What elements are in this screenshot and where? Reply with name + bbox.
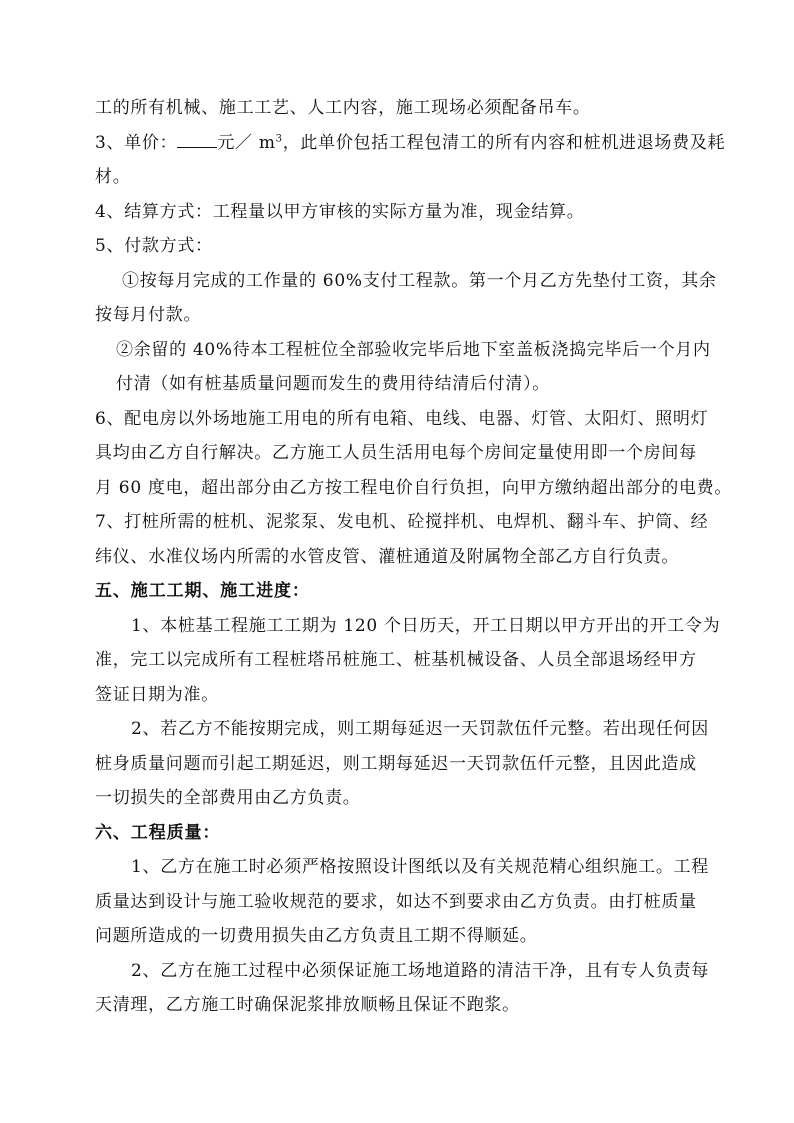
text-line: 问题所造成的一切费用损失由乙方负责且工期不得顺延。 [95, 926, 538, 946]
text-line: 5、付款方式： [95, 236, 213, 256]
text-line: ②余留的 40%待本工程桩位全部验收完毕后地下室盖板浇捣完毕后一个月内 [116, 340, 711, 360]
text-line: 一切损失的全部费用由乙方负责。 [95, 788, 361, 808]
unit-price-label: 3、单价： [95, 133, 178, 153]
blank-fill-line [177, 132, 217, 148]
text-line: 付清（如有桩基质量问题而发生的费用待结清后付清）。 [116, 374, 550, 394]
text-line: 1、本桩基工程施工工期为 120 个日历天，开工日期以甲方开出的开工令为 [131, 616, 721, 636]
text-line: 天清理，乙方施工时确保泥浆排放顺畅且保证不跑浆。 [95, 995, 520, 1015]
text-line: 7、打桩所需的桩机、泥浆泵、发电机、砼搅拌机、电焊机、翻斗车、护筒、经 [95, 512, 709, 532]
section-heading: 六、工程质量： [95, 823, 221, 843]
text-line: 6、配电房以外场地施工用电的所有电箱、电线、电器、灯管、太阳灯、照明灯 [95, 409, 709, 429]
superscript-cube: 3 [275, 133, 283, 145]
text-line: 签证日期为准。 [95, 685, 219, 705]
text-line: 工的所有机械、施工工艺、人工内容，施工现场必须配备吊车。 [95, 98, 591, 118]
unit-price-description: ，此单价包括工程包清工的所有内容和桩机进退场费及耗 [282, 133, 726, 153]
text-line: 材。 [95, 167, 131, 187]
text-line: 具均由乙方自行解决。乙方施工人员生活用电每个房间定量使用即一个房间每 [95, 443, 697, 463]
text-line: 质量达到设计与施工验收规范的要求，如达不到要求由乙方负责。由打桩质量 [95, 892, 697, 912]
text-line: 2、若乙方不能按期完成，则工期每延迟一天罚款伍仟元整。若出现任何因 [131, 719, 709, 739]
text-line: 桩身质量问题而引起工期延迟，则工期每延迟一天罚款伍仟元整，且因此造成 [95, 754, 697, 774]
section-heading: 五、施工工期、施工进度： [95, 581, 310, 601]
text-line: 4、结算方式：工程量以甲方审核的实际方量为准，现金结算。 [95, 202, 585, 222]
text-line: ①按每月完成的工作量的 60%支付工程款。第一个月乙方先垫付工资，其余 [122, 271, 717, 291]
text-line: 1、乙方在施工时必须严格按照设计图纸以及有关规范精心组织施工。工程 [131, 857, 709, 877]
unit-label: 元／ m [217, 133, 276, 153]
text-line: 纬仪、水准仪场内所需的水管皮管、灌桩通道及附属物全部乙方自行负责。 [95, 547, 680, 567]
text-line: 按每月付款。 [95, 305, 202, 325]
text-line: 2、乙方在施工过程中必须保证施工场地道路的清洁干净，且有专人负责每 [131, 961, 709, 981]
text-line: 准，完工以完成所有工程桩塔吊桩施工、桩基机械设备、人员全部退场经甲方 [95, 650, 697, 670]
unit-price-line [95, 126, 745, 160]
text-line: 月 60 度电，超出部分由乙方按工程电价自行负担，向甲方缴纳超出部分的电费。 [95, 478, 733, 498]
